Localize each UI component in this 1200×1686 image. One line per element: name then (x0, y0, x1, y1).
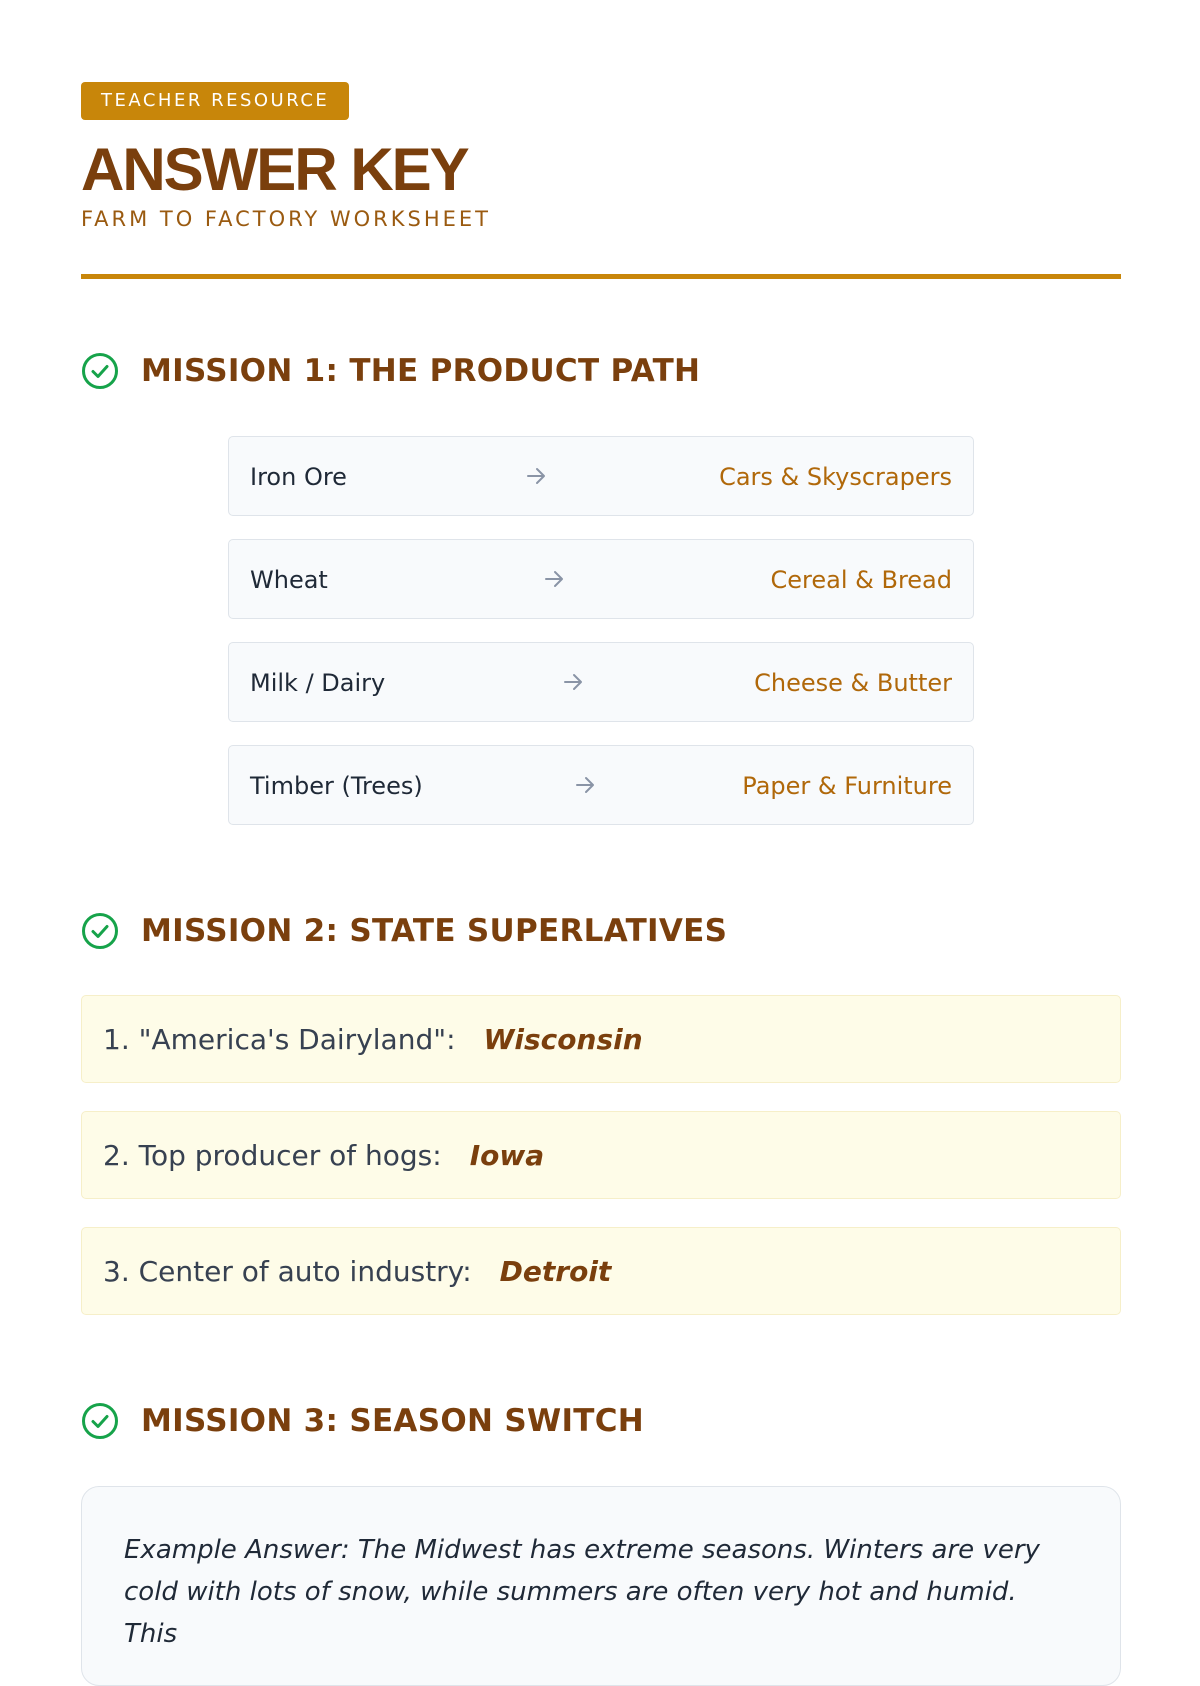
product-path-row (228, 539, 974, 619)
season-answer-text: Example Answer: The Midwest has extreme seasons. Winters are very cold with lots of snow, while summers are often very hot and humid. This (124, 1535, 1040, 1649)
mission-1-heading (81, 352, 700, 390)
superlative-question: 1. "America's Dairyland": (103, 1022, 456, 1056)
superlative-question: 3. Center of auto industry: (103, 1254, 472, 1288)
check-circle-icon (81, 912, 119, 950)
superlative-question: 2. Top producer of hogs: (103, 1138, 442, 1172)
superlative-answer: Detroit (499, 1254, 612, 1288)
superlative-row (81, 1227, 1121, 1315)
finished-product: Cereal & Bread (770, 566, 952, 594)
raw-material: Timber (Trees) (250, 772, 423, 800)
finished-product: Paper & Furniture (742, 772, 952, 800)
arrow-right-icon (525, 465, 547, 487)
raw-material: Wheat (250, 566, 328, 594)
finished-product: Cars & Skyscrapers (719, 463, 952, 491)
mission-title: MISSION 3: SEASON SWITCH (141, 1403, 645, 1439)
superlatives-list (81, 995, 1121, 1343)
page-subtitle: FARM TO FACTORY WORKSHEET (81, 207, 491, 231)
superlative-row (81, 1111, 1121, 1199)
finished-product: Cheese & Butter (754, 669, 952, 697)
teacher-resource-badge: TEACHER RESOURCE (81, 82, 349, 120)
arrow-right-icon (562, 671, 584, 693)
arrow-right-icon (543, 568, 565, 590)
superlative-row (81, 995, 1121, 1083)
mission-title: MISSION 2: STATE SUPERLATIVES (141, 913, 728, 949)
raw-material: Milk / Dairy (250, 669, 386, 697)
answer-key-page (81, 82, 1121, 1649)
product-path-row (228, 642, 974, 722)
check-circle-icon (81, 352, 119, 390)
product-path-row (228, 745, 974, 825)
season-answer-box (81, 1486, 1121, 1686)
superlative-answer: Wisconsin (483, 1022, 643, 1056)
mission-3-heading (81, 1402, 644, 1440)
raw-material: Iron Ore (250, 463, 347, 491)
mission-title: MISSION 1: THE PRODUCT PATH (141, 353, 701, 389)
arrow-right-icon (574, 774, 596, 796)
header-divider (81, 274, 1121, 279)
mission-2-heading (81, 912, 727, 950)
product-path-list (228, 436, 974, 848)
check-circle-icon (81, 1402, 119, 1440)
product-path-row (228, 436, 974, 516)
superlative-answer: Iowa (469, 1138, 545, 1172)
page-title: ANSWER KEY (81, 136, 468, 203)
